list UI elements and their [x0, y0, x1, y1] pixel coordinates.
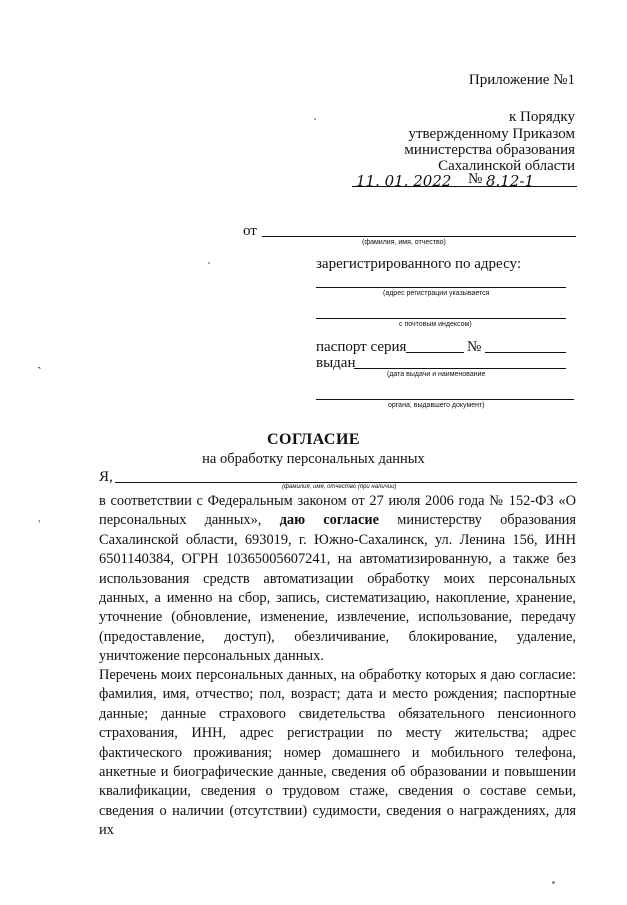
scan-speck	[552, 881, 555, 884]
consent-keyword-consent: согласие	[323, 512, 380, 529]
issued-field[interactable]	[354, 368, 566, 369]
scan-speck	[314, 118, 316, 120]
address-field-2[interactable]	[316, 318, 566, 319]
from-label: от	[243, 223, 257, 239]
i-label: Я,	[99, 469, 113, 485]
name-hint: (фамилия, имя, отчество (при наличии)	[282, 484, 397, 490]
order-number: 8.12-1	[486, 172, 535, 190]
consent-keyword-give: даю	[279, 512, 306, 529]
consent-subtitle: на обработку персональных данных	[202, 451, 425, 467]
from-field[interactable]	[262, 236, 576, 237]
issuer-field[interactable]	[316, 399, 574, 400]
consent-title: СОГЛАСИЕ	[266, 431, 361, 448]
passport-series-label: паспорт серия	[316, 339, 407, 355]
scan-mark-1: ˎ	[37, 355, 42, 370]
issued-label: выдан	[316, 355, 356, 371]
consent-paragraph-1: в соответствии с Федеральным законом от 27 июля 2006 года № 152-ФЗ «О персональных данных», даю согласие министерству образования Сахалинской области, 693019, г. Южно-Сахалинск, ул. Ленина 156, ИНН 6501140384, ОГРН 1036500560724​1, на автоматизированную, а также без использования средств автоматизации обработку моих персональных данных, а именно на сбор, запись, систематизацию, накопление, хранение, уточнение (обновление, изменение, извлечение, использование, передачу (предоставление, доступ), обезличивание, блокирование, удаление, уничтожение персональных данных.	[99, 493, 577, 665]
postcode-hint: с почтовым индексом)	[399, 321, 472, 328]
issuer-hint: органа, выдавшего документ)	[388, 402, 485, 409]
address-label: зарегистрированного по адресу:	[316, 256, 521, 272]
passport-series-field[interactable]	[406, 352, 464, 353]
passport-number-field[interactable]	[485, 352, 566, 353]
name-field[interactable]	[115, 482, 577, 483]
passport-number-label: №	[467, 339, 482, 355]
order-number-sign: №	[468, 171, 483, 187]
from-hint: (фамилия, имя, отчество)	[362, 239, 446, 246]
issued-hint: (дата выдачи и наименование	[387, 371, 486, 378]
order-date: 11. 01. 2022	[356, 172, 452, 190]
scan-speck	[208, 262, 210, 264]
consent-paragraph-2: Перечень моих персональных данных, на обработку которых я даю согласие: фамилия, имя, отчество; пол, возраст; дата и место рождения; паспортные данные; данные страхового свидетельства обязательного пенсионного страхования, ИНН, адрес регистрации по месту жительства; адрес фактического проживания; номер домашнего и мобильного телефона, анкетные и биографические данные, сведения об образовании и повышении квалификации, сведения о трудовом стаже, сведения о составе семьи, сведения о наличии (отсутствии) судимости, сведения о награждениях, для их	[99, 667, 576, 839]
header-line-2: утвержденному Приказом	[408, 126, 575, 142]
header-line-3: министерства образования	[404, 142, 575, 158]
address-hint: (адрес регистрации указывается	[383, 290, 490, 297]
header-line-4: Сахалинской области	[438, 158, 575, 174]
appendix-label: Приложение №1	[468, 72, 575, 88]
address-field-1[interactable]	[316, 287, 566, 288]
scan-mark-2: ˒	[37, 512, 42, 527]
header-line-1: к Порядку	[509, 109, 575, 125]
